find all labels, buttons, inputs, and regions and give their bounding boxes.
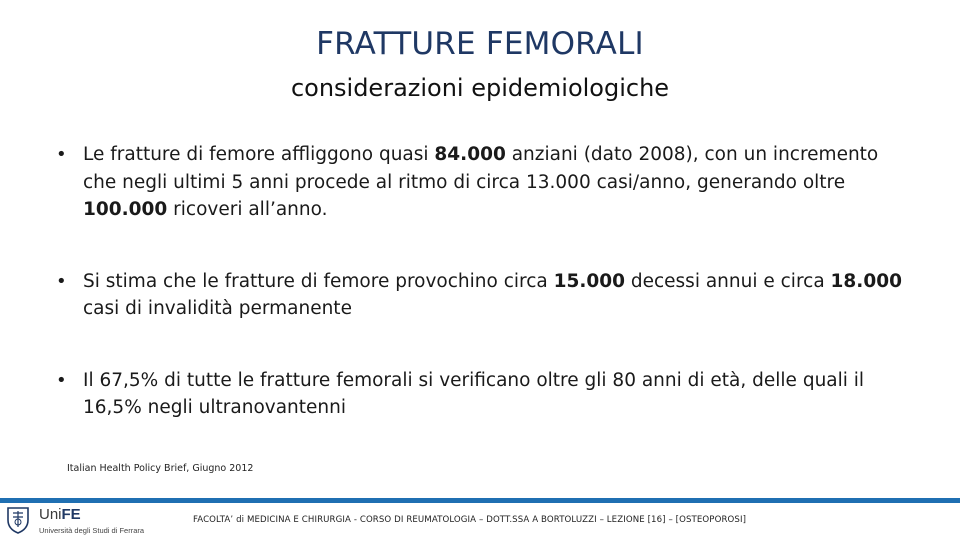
university-crest-icon (4, 505, 32, 535)
bullet-text-segment: anziani (dato 2008), con un incremento che negli ultimi 5 anni procede al ritmo di circa 13.000 casi/anno, generando oltre (83, 144, 879, 193)
bullet-text-segment: Le fratture di femore affliggono quasi (83, 144, 435, 165)
bullet-highlight-number: 100.000 (83, 199, 168, 220)
bullet-text-segment: Il 67,5% di tutte le fratture femorali si verificano oltre gli 80 anni di età, delle quali il 16,5% negli ultranovantenni (83, 369, 865, 418)
bullet-item (56, 268, 916, 323)
bullet-dot: • (56, 144, 67, 165)
bullet-highlight-number: 18.000 (830, 270, 902, 292)
bullet-highlight-number: 15.000 (553, 270, 625, 292)
logo-wordmark-suffix: FE (61, 506, 81, 523)
bullet-text (83, 370, 864, 419)
logo-subtitle: Università degli Studi di Ferrara (39, 526, 145, 535)
slide-title: FRATTURE FEMORALI (316, 26, 644, 62)
logo-wordmark-prefix: Uni (39, 506, 62, 523)
bullet-highlight-number: 84.000 (434, 144, 506, 165)
bullet-text-segment: decessi annui e circa (624, 270, 831, 292)
bullet-text-segment: casi di invalidità permanente (83, 298, 352, 319)
slide-subtitle: considerazioni epidemiologiche (290, 74, 670, 102)
bullet-item (56, 141, 916, 224)
bullet-text (83, 271, 902, 320)
footer-text: FACOLTA’ di MEDICINA E CHIRURGIA - CORSO DI REUMATOLOGIA – DOTT.SSA A BORTOLUZZI – LEZIONE [16] – [OSTEOPOROSI] (193, 515, 747, 525)
bullet-dot: • (56, 369, 67, 391)
unife-logo (2, 505, 145, 537)
bullet-text-segment: ricoveri all’anno. (167, 199, 328, 220)
bullet-text (83, 144, 878, 220)
bullet-dot: • (56, 270, 67, 292)
footer-divider (0, 498, 960, 503)
logo-wordmark (39, 506, 81, 523)
bullet-item (56, 367, 916, 422)
bullet-list (56, 141, 916, 422)
source-citation: Italian Health Policy Brief, Giugno 2012 (67, 463, 254, 474)
bullet-text-segment: Si stima che le fratture di femore provochino circa (83, 270, 554, 292)
